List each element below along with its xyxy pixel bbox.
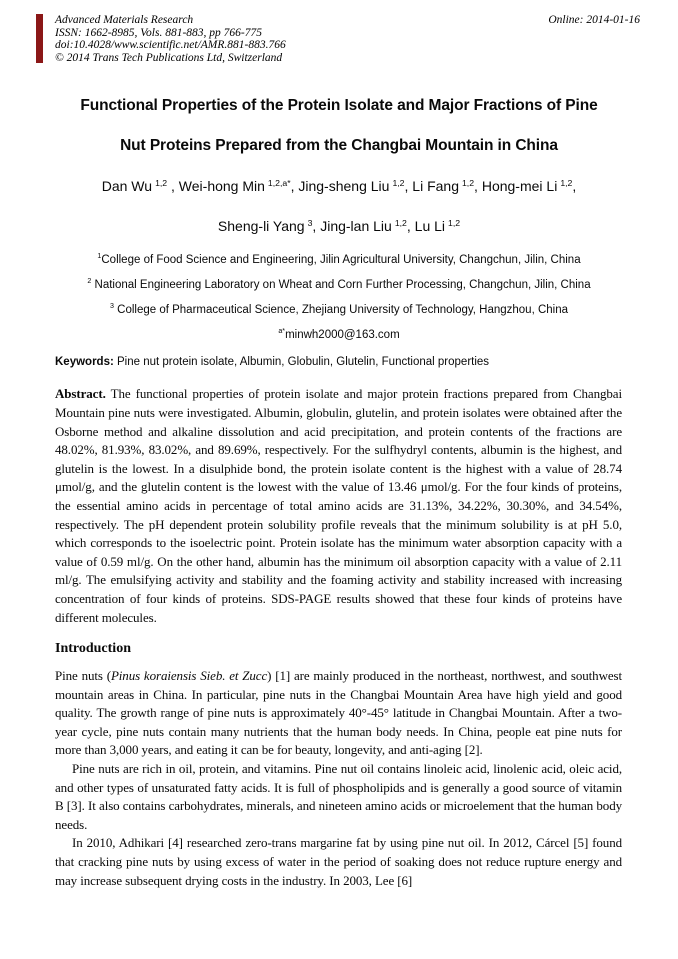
author-name: Lu Li: [414, 218, 446, 235]
author-name: Wei-hong Min: [178, 178, 265, 195]
author-separator: ,: [167, 178, 179, 195]
author-separator: ,: [474, 178, 482, 195]
main-column: [55, 353, 622, 890]
author-name: Jing-sheng Liu: [298, 178, 390, 195]
author-separator: ,: [404, 178, 413, 195]
abstract-text: The functional properties of protein isolate and major protein fractions prepared from Changbai Mountain pine nuts were investigated. Albumin, globulin, glutelin, and protein isolates were obtained after the Osborne method and alkaline dissolution and acid precipitation, and protein contents of the fractions are 48.02%, 81.93%, 83.02%, and 89.69%, respectively. For the sulfhydryl contents, albumin is the highest, and glutelin is the lowest. In a disulphide bond, the protein isolate content is the highest with a value of 28.74 μmol/g, and the glutelin content is the lowest with the value of 13.46 μmol/g. For the four kinds of proteins, the essential amino acids in percentage of total amino acids are 31.13%, 34.22%, 30.30%, and 34.54%, respectively. The pH dependent protein solubility profile reveals that the minimum solubility is at pH 5.0, which corresponds to the isoelectric point. Protein isolate has the minimum water absorption capacity with a value of 0.59 ml/g. On the other hand, albumin has the minimum oil absorption capacity with a value of 2.11 ml/g. The emulsifying activity and stability and the foaming activity and stability increased with increasing concentration of four kinds of proteins. SDS-PAGE results showed that these four kinds of proteins have different molecules.: [55, 386, 622, 625]
journal-header: [0, 0, 678, 64]
author: [320, 218, 414, 234]
author-superscript: 1,2: [394, 217, 407, 228]
author: [179, 178, 299, 194]
author: [102, 178, 179, 194]
intro-para1-post: ) [1] are mainly produced in the northeast, northwest, and southwest mountain areas in China. In particular, pine nuts in the Changbai Mountain Area have high yield and good quality. The growth range of pine nuts is approximately 40°-45° latitude in Changbai Mountain. After a two-year cycle, pine nuts contain many nutrients that the human body needs. In China, people eat pine nuts for more than 3,000 years, and eating it can be for beauty, longevity, and anti-aging [2].: [55, 668, 623, 758]
affiliation-superscript: 2: [87, 277, 92, 286]
paper-title: [0, 86, 678, 166]
author-name: Dan Wu: [101, 178, 153, 195]
author-superscript: 1,2: [560, 177, 573, 188]
author-name: Hong-mei Li: [481, 178, 558, 195]
journal-copyright: © 2014 Trans Tech Publications Ltd, Switzerland: [55, 51, 283, 64]
author-separator: ,: [572, 178, 577, 195]
intro-para1-pre: Pine nuts (: [55, 668, 111, 684]
online-date: Online: 2014-01-16: [548, 14, 640, 26]
author: [415, 218, 460, 234]
author-superscript: 1,2: [448, 217, 461, 228]
species-name-italic: Pinus koraiensis Sieb. et Zucc: [110, 668, 268, 684]
introduction-section: [55, 667, 622, 890]
author-separator: ,: [312, 218, 321, 235]
introduction-heading: Introduction: [55, 641, 131, 657]
affiliation-line: [0, 248, 678, 273]
red-bookmark-marker: [36, 14, 43, 63]
author-superscript: 3: [307, 217, 313, 228]
affiliation-text: National Engineering Laboratory on Wheat and Corn Further Processing, Changchun, Jilin, China: [91, 279, 591, 292]
intro-paragraph-3: In 2010, Adhikari [4] researched zero-trans margarine fat by using pine nut oil. In 2012, Cárcel [5] found that cracking pine nuts by using excess of water in the period of soaking does not reduce rupture energy and may increase subsequent drying costs in the industry. In 2003, Lee [6]: [55, 835, 622, 888]
affiliation-line: [0, 298, 678, 323]
authors-line2: [0, 206, 678, 246]
paper-title-line1: Functional Properties of the Protein Isolate and Major Fractions of Pine: [80, 97, 598, 115]
author: [298, 178, 412, 194]
affiliation-line: [0, 273, 678, 298]
abstract-paragraph: [55, 385, 622, 627]
journal-doi: doi:10.4028/www.scientific.net/AMR.881-883.766: [55, 39, 286, 52]
intro-paragraph-1: [55, 667, 622, 760]
author-superscript: 1,2: [392, 177, 405, 188]
journal-issn: ISSN: 1662-8985, Vols. 881-883, pp 766-775: [55, 26, 262, 39]
intro-paragraph-2: Pine nuts are rich in oil, protein, and vitamins. Pine nut oil contains linoleic acid, linolenic acid, oleic acid, and other types of unsaturated fatty acids. It is full of phospholipids and is generally a good source of vitamin B [3]. It also contains carbohydrates, minerals, and nineteen amino acids or microelement that the human body needs.: [55, 761, 622, 832]
affiliations-block: [0, 248, 678, 348]
author: [412, 178, 482, 194]
email-superscript: a*: [278, 327, 286, 336]
author-name: Sheng-li Yang: [217, 218, 305, 235]
authors-block: [0, 166, 678, 246]
keywords-line: [55, 353, 622, 372]
author: [218, 218, 320, 234]
keywords-text: Pine nut protein isolate, Albumin, Globulin, Glutelin, Functional properties: [117, 356, 490, 369]
journal-name: Advanced Materials Research: [55, 14, 194, 26]
affiliation-text: College of Food Science and Engineering, Jilin Agricultural University, Changchun, Jilin, China: [101, 254, 581, 267]
journal-info-block: [55, 14, 286, 64]
author-separator: ,: [290, 178, 299, 195]
paper-title-line2: Nut Proteins Prepared from the Changbai Mountain in China: [120, 137, 558, 155]
author: [482, 178, 576, 194]
affiliation-superscript: 1: [97, 252, 102, 261]
author-superscript: 1,2: [461, 177, 475, 188]
author-name: Li Fang: [412, 178, 459, 195]
abstract-label: Abstract.: [55, 386, 106, 402]
author-separator: ,: [406, 218, 415, 235]
author-name: Jing-lan Liu: [320, 218, 392, 235]
affiliation-superscript: 3: [109, 302, 114, 311]
keywords-label: Keywords:: [55, 356, 114, 369]
authors-line1: [0, 166, 678, 206]
author-superscript: 1,2,a*: [267, 177, 291, 188]
email-address: minwh2000@163.com: [285, 329, 400, 342]
affiliation-text: College of Pharmaceutical Science, Zhejiang University of Technology, Hangzhou, China: [113, 304, 569, 317]
email-line: [0, 323, 678, 348]
author-superscript: 1,2: [155, 177, 168, 188]
